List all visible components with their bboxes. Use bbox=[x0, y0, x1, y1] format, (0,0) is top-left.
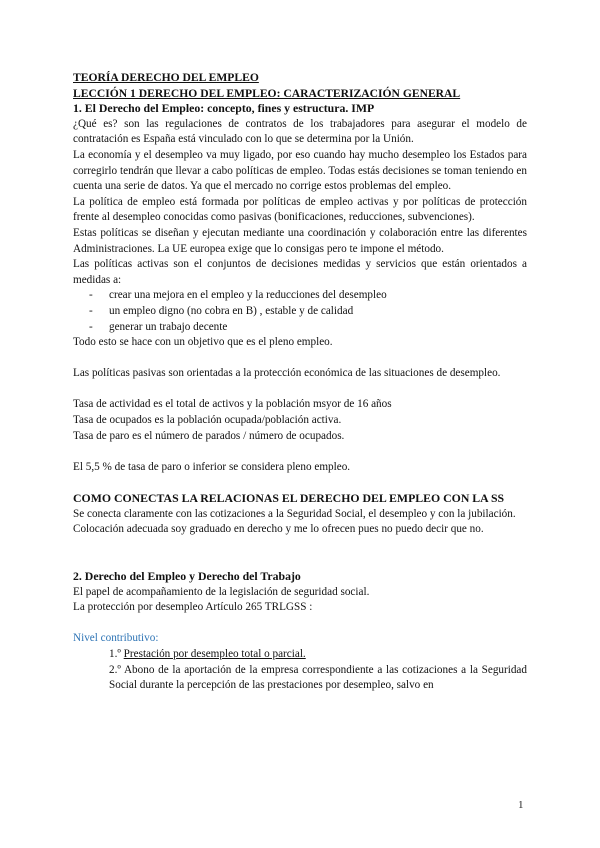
item-number: 1.º bbox=[109, 647, 121, 660]
list-item bbox=[73, 320, 527, 336]
paragraph: La política de empleo está formada por políticas de empleo activas y por políticas de protección frente al desempleo conocidas como pasivas (bonificaciones, reducciones, subvenciones). bbox=[73, 195, 527, 224]
list-item bbox=[73, 304, 527, 320]
list-item bbox=[73, 288, 527, 304]
numbered-item: 2.º Abono de la aportación de la empresa correspondiente a las cotizaciones a la Seguridad Social durante la percepción de las prestaciones por desempleo, salvo en bbox=[109, 663, 527, 692]
document-title: TEORÍA DERECHO DEL EMPLEO bbox=[73, 71, 259, 84]
paragraph: La protección por desempleo Artículo 265 TRLGSS : bbox=[73, 601, 313, 614]
spacer bbox=[73, 538, 527, 554]
paragraph: ¿Qué es? son las regulaciones de contratos de los trabajadores para asegurar el modelo de contratación es España está vinculado con lo que se determina por la Unión. bbox=[73, 117, 527, 146]
ss-heading: COMO CONECTAS LA RELACIONAS EL DERECHO DEL EMPLEO CON LA SS bbox=[73, 491, 505, 506]
paragraph: Colocación adecuada soy graduado en derecho y me lo ofrecen pues no puedo decir que no. bbox=[73, 523, 484, 536]
spacer bbox=[73, 475, 527, 491]
paragraph: El 5,5 % de tasa de paro o inferior se considera pleno empleo. bbox=[73, 460, 351, 473]
list-item-text: generar un trabajo decente bbox=[109, 320, 228, 333]
page-number: 1 bbox=[518, 799, 524, 811]
document-page bbox=[73, 70, 527, 694]
spacer bbox=[73, 553, 527, 569]
paragraph: Estas políticas se diseñan y ejecutan mediante una coordinación y colaboración entre las diferentes Administraciones. La UE europea exige que lo consigas pero te impone el método. bbox=[73, 226, 527, 255]
spacer bbox=[73, 351, 527, 367]
paragraph: Las políticas pasivas son orientadas a la protección económica de las situaciones de desempleo. bbox=[73, 367, 501, 380]
list-item-text: un empleo digno (no cobra en B) , estable y de calidad bbox=[109, 304, 354, 317]
paragraph: La economía y el desempleo va muy ligado, por eso cuando hay mucho desempleo los Estados para corregirlo tendrán que llevar a cabo políticas de empleo. Todas estás decisiones se toman teniendo en cuenta una serie de datos. Ya que el mercado no corrige estos problemas del empleo. bbox=[73, 148, 527, 193]
section-2-heading: 2. Derecho del Empleo y Derecho del Trabajo bbox=[73, 569, 301, 583]
rate-definition: Tasa de paro es el número de parados / número de ocupados. bbox=[73, 429, 345, 442]
nivel-contributivo-label: Nivel contributivo: bbox=[73, 632, 159, 645]
spacer bbox=[73, 382, 527, 398]
spacer bbox=[73, 616, 527, 632]
rate-definition: Tasa de actividad es el total de activos y la población msyor de 16 años bbox=[73, 398, 392, 411]
lesson-heading: LECCIÓN 1 DERECHO DEL EMPLEO: CARACTERIZACIÓN GENERAL bbox=[73, 86, 461, 100]
dash-bullet: - bbox=[89, 320, 93, 333]
objectives-list bbox=[73, 288, 527, 335]
paragraph: Todo esto se hace con un objetivo que es el pleno empleo. bbox=[73, 336, 333, 349]
spacer bbox=[73, 444, 527, 460]
section-1-heading: 1. El Derecho del Empleo: concepto, fines y estructura. IMP bbox=[73, 101, 375, 116]
paragraph: El papel de acompañamiento de la legislación de seguridad social. bbox=[73, 585, 370, 598]
paragraph: Las políticas activas son el conjuntos de decisiones medidas y servicios que están orientados a medidas a: bbox=[73, 258, 527, 286]
paragraph: Se conecta claramente con las cotizaciones a la Seguridad Social, el desempleo y con la jubilación. bbox=[73, 507, 516, 520]
dash-bullet: - bbox=[89, 304, 93, 317]
list-item-text: crear una mejora en el empleo y la reducciones del desempleo bbox=[109, 289, 387, 302]
rate-definition: Tasa de ocupados es la población ocupada/población activa. bbox=[73, 414, 342, 427]
numbered-item bbox=[73, 647, 527, 663]
dash-bullet: - bbox=[89, 289, 93, 302]
item-text: Prestación por desempleo total o parcial. bbox=[123, 647, 306, 660]
